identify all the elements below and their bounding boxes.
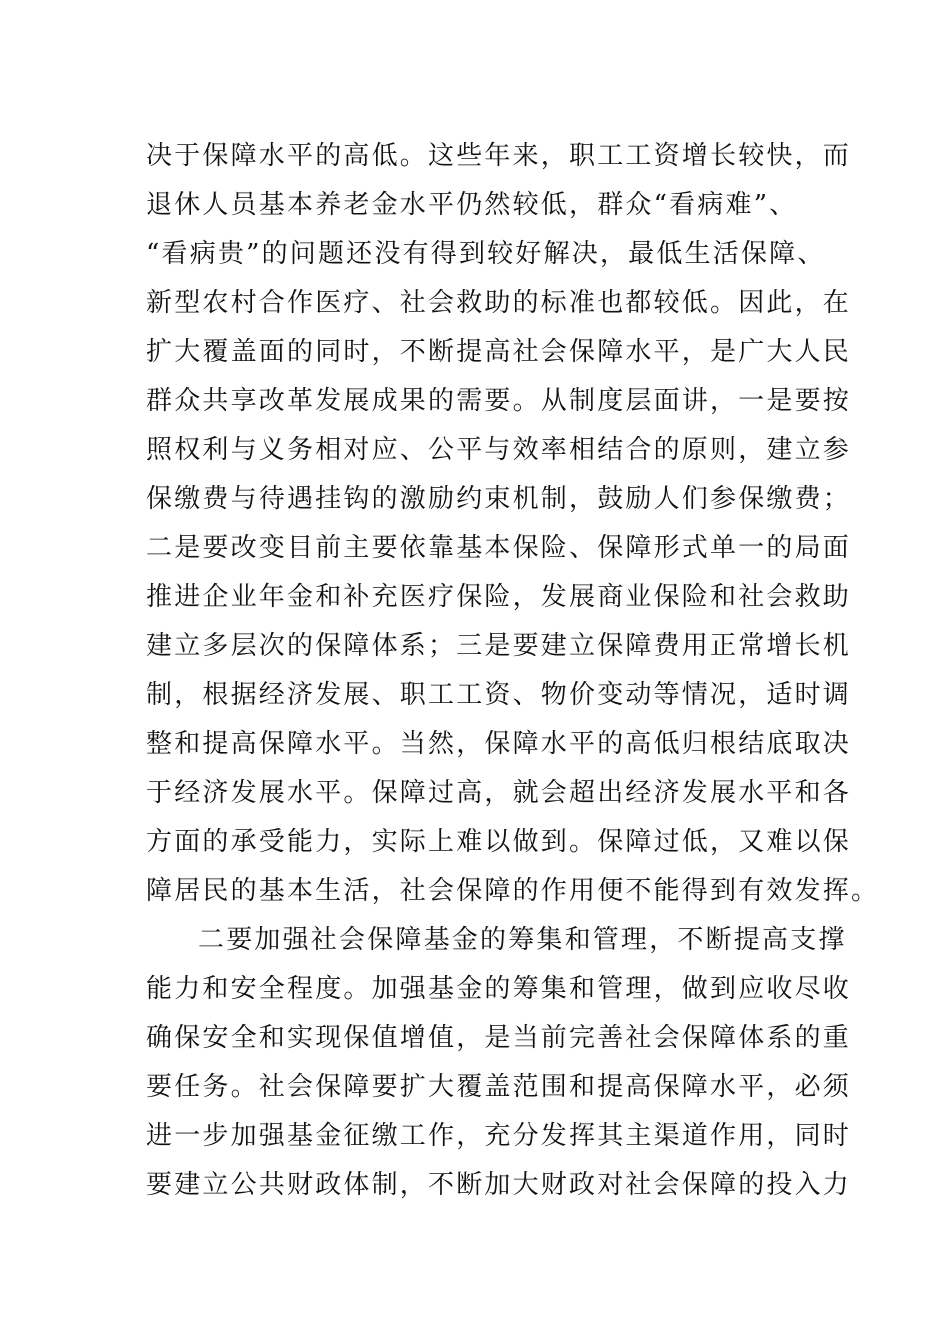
text-line: 进一步加强基金征缴工作，充分发挥其主渠道作用，同时 <box>146 1121 852 1151</box>
text-line: 群众共享改革发展成果的需要。从制度层面讲，一是要按 <box>146 386 852 416</box>
text-line: 要任务。社会保障要扩大覆盖范围和提高保障水平，必须 <box>146 1072 852 1102</box>
text-line: 保缴费与待遇挂钩的激励约束机制，鼓励人们参保缴费； <box>146 484 852 514</box>
text-line: 障居民的基本生活，社会保障的作用便不能得到有效发挥。 <box>146 876 880 906</box>
text-line: 新型农村合作医疗、社会救助的标准也都较低。因此，在 <box>146 288 852 318</box>
text-line: 于经济发展水平。保障过高，就会超出经济发展水平和各 <box>146 778 852 808</box>
text-line: “看病贵”的问题还没有得到较好解决，最低生活保障、 <box>146 239 826 269</box>
text-line: 扩大覆盖面的同时，不断提高社会保障水平，是广大人民 <box>146 337 852 367</box>
text-line: 建立多层次的保障体系；三是要建立保障费用正常增长机 <box>146 631 852 661</box>
text-line: 整和提高保障水平。当然，保障水平的高低归根结底取决 <box>146 729 852 759</box>
text-line: 确保安全和实现保值增值，是当前完善社会保障体系的重 <box>146 1023 852 1053</box>
text-line: 照权利与义务相对应、公平与效率相结合的原则，建立参 <box>146 435 852 465</box>
text-line: 决于保障水平的高低。这些年来，职工工资增长较快，而 <box>146 141 852 171</box>
text-line: 推进企业年金和补充医疗保险，发展商业保险和社会救助 <box>146 582 852 612</box>
text-line: 方面的承受能力，实际上难以做到。保障过低，又难以保 <box>146 827 852 857</box>
text-line: 要建立公共财政体制，不断加大财政对社会保障的投入力 <box>146 1170 852 1200</box>
text-line: 制，根据经济发展、职工工资、物价变动等情况，适时调 <box>146 680 852 710</box>
text-line: 退休人员基本养老金水平仍然较低，群众“看病难”、 <box>146 190 798 220</box>
text-line: 能力和安全程度。加强基金的筹集和管理，做到应收尽收 <box>146 974 852 1004</box>
body-text <box>146 132 880 1210</box>
text-line: 二是要改变目前主要依靠基本保险、保障形式单一的局面 <box>146 533 852 563</box>
paragraph-start-line: 二要加强社会保障基金的筹集和管理，不断提高支撑 <box>198 925 847 955</box>
